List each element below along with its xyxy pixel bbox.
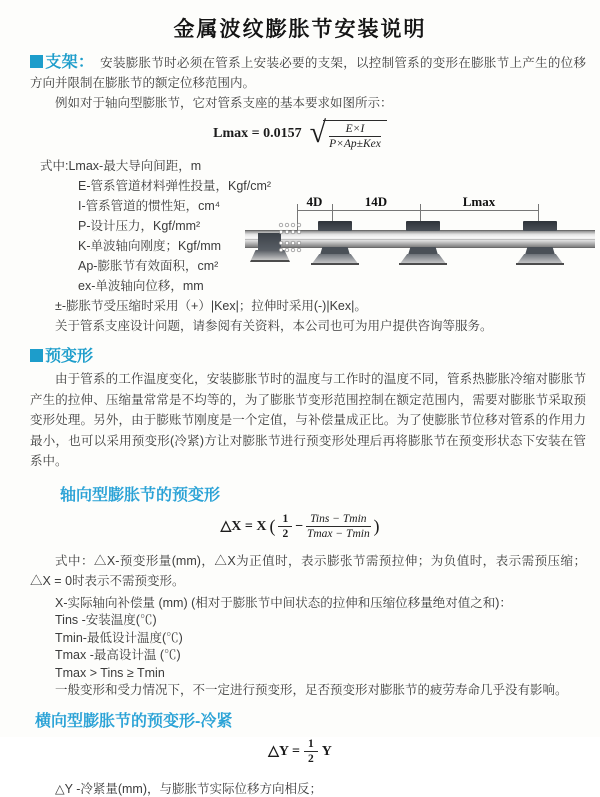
lmax-formula (0, 116, 600, 152)
definition-line: I-管系管道的惯性矩，cm⁴ (78, 199, 221, 213)
half-fraction: $\frac{1}{2}$ (278, 513, 292, 540)
definition-line: E-管系管道材料弹性投量，Kgf/cm² (78, 179, 272, 193)
dimension-label-lmax: Lmax (462, 194, 496, 209)
dimension-label-4d: 4D (306, 194, 323, 209)
bellows-coils (278, 240, 302, 254)
axial-subheading: 轴向型膨胀节的预变形 (60, 486, 221, 504)
minus-sign: − (295, 518, 304, 534)
guide-support (399, 221, 447, 265)
definition-line: K-单波轴向刚度；Kgf/mm (78, 239, 222, 253)
lateral-subheading: 横向型膨胀节的预变形-冷紧 (35, 712, 233, 730)
half-fraction: $\frac{1}{2}$ (304, 738, 318, 765)
close-paren: ) (373, 516, 380, 536)
plus-minus-note: ±-膨胀节受压缩时采用（+）|Kex|；拉伸时采用(-)|Kex|。 (55, 299, 367, 313)
support-intro-paragraph (30, 53, 586, 93)
delta-x-explain: 式中：△X-预变形量(mm)，△X为正值时，表示膨张节需预拉伸；为负值时，表示需预压缩；△X = 0时表示不需预变形。 (30, 553, 586, 588)
delta-y-note: △Y -冷紧量(mm)，与膨胀节实际位移方向相反； (55, 781, 323, 796)
support-section-heading (30, 54, 94, 71)
support-heading-label: 支架： (45, 54, 95, 71)
sqrt-sign-icon: √ (309, 116, 327, 149)
predeform-body-paragraph: 由于管系的工作温度变化，安装膨胀节时的温度与工作时的温度不同，管系热膨胀冷缩对膨胀节产生的拉伸、压缩量常常是不均等的，为了膨胀节变形范围控制在额定范围内，需要对膨胀节采取预变形处理。另外，由于膨账节刚度是一个定值，与补偿量成正比。为了使膨胀节位移对管系的作用力最小，也可以采用预变形(冷紧)方让对膨胀节进行预变形处理后再将膨胀节在预变形状态下安装在管系中。 (30, 372, 586, 468)
sqrt-radical (310, 118, 387, 150)
open-paren: ( (269, 516, 276, 536)
definition-line: Ap-膨胀节有效面积，cm² (78, 259, 219, 273)
delta-y-lhs: △Y = (268, 744, 300, 759)
item-line: Tmax > Tins ≥ Tmin (55, 665, 165, 680)
pipe-support-diagram (245, 193, 597, 288)
support-example-line: 例如对于轴向型膨胀节，它对管系支座的基本要求如图所示： (55, 96, 393, 110)
definition-line: ex-单波轴向位移，mm (78, 279, 204, 293)
item-line: Tins -安装温度(℃) (55, 613, 157, 627)
predeform-section-heading (30, 343, 600, 366)
bellows-coils (278, 222, 302, 236)
section-bullet-icon (30, 349, 43, 362)
predeform-heading-label: 预变形 (45, 348, 94, 365)
dimension-line (297, 210, 538, 211)
definition-line: 式中:Lmax-最大导向间距，m (40, 159, 202, 173)
temperature-fraction: $\frac{\text{Tins − Tmin}}{Tmax - Tmin}$ (306, 513, 370, 540)
consult-note: 关于管系支座设计问题，请参阅有关资料，本公司也可为用户提供咨询等服务。 (55, 319, 493, 333)
dimension-label-14d: 14D (364, 194, 388, 209)
axial-items-list (0, 595, 600, 700)
item-line: Tmax -最高设计温 (℃) (55, 648, 181, 662)
item-line: 一般变形和受力情况下，不一定进行预变形，足否预变形对膨胀节的疲劳寿命几乎没有影响。 (55, 683, 568, 697)
support-intro-text: 安装膨胀节时必须在管系上安装必要的支架，以控制管系的变形在膨胀节上产生的位移方向并限制在膨胀节的额定位移范围内。 (30, 56, 586, 90)
item-line: X-实际轴向补偿量 (mm) (相对于膨胀节中间状态的拉伸和压缩位移量绝对值之和)： (55, 595, 512, 610)
item-line: Tmin-最低设计温度(℃) (55, 630, 183, 645)
lmax-fraction-denominator: P×Ap±Kex (329, 138, 381, 150)
section-bullet-icon (30, 55, 43, 68)
page-title: 金属波纹膨胀节安装说明 (173, 18, 427, 41)
guide-support (516, 221, 564, 265)
lmax-formula-lhs: Lmax = 0.0157 (213, 126, 302, 141)
delta-x-formula (0, 511, 600, 543)
lmax-fraction (329, 123, 381, 150)
delta-y-rhs: Y (321, 743, 332, 759)
delta-y-formula (0, 737, 600, 767)
definition-line: P-设计压力，Kgf/mm² (78, 219, 201, 233)
guide-support (311, 221, 359, 265)
lmax-fraction-numerator: E×I (329, 123, 381, 137)
delta-x-lhs: △X = X (220, 519, 267, 534)
